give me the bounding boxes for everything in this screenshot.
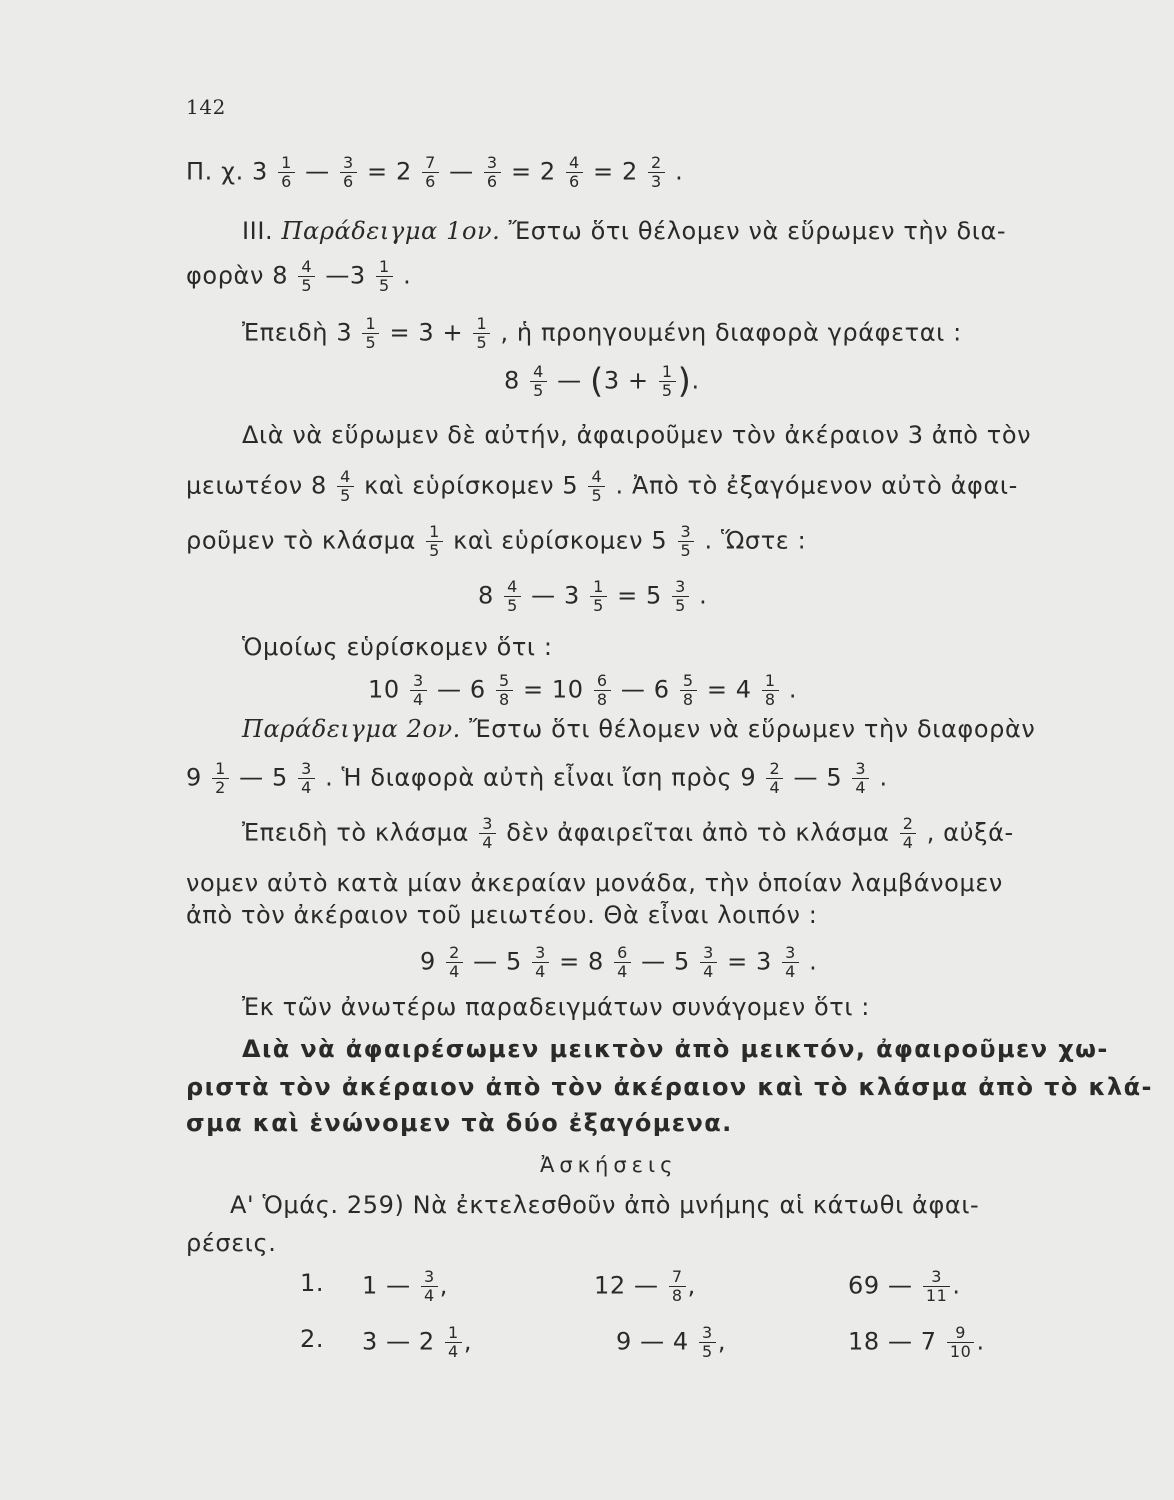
text: . <box>788 675 798 704</box>
fraction <box>700 944 717 981</box>
text: καὶ εὑρίσκομεν 5 <box>364 471 579 500</box>
numerator: 3 <box>703 943 714 962</box>
text: σμα καὶ ἑνώνομεν τὰ δύο ἐξαγόμενα. <box>186 1109 733 1137</box>
text: 9 — 4 <box>616 1327 689 1356</box>
fraction <box>446 944 463 981</box>
text: — 6 <box>437 675 486 704</box>
fraction <box>473 315 490 352</box>
fraction <box>530 363 547 400</box>
numerator: 6 <box>596 671 608 690</box>
numerator: 7 <box>425 153 436 172</box>
fraction <box>484 154 501 191</box>
exercise-item <box>362 1324 472 1361</box>
fraction <box>340 154 357 191</box>
section-number: III. <box>242 217 274 245</box>
text: νομεν αὐτὸ κατὰ μίαν ἀκεραίαν μονάδα, τὴν ὁποίαν λαμβάνομεν <box>186 869 1003 897</box>
exercise-item <box>848 1268 961 1305</box>
fraction <box>852 760 869 797</box>
denominator: 4 <box>445 1342 462 1361</box>
paragraph-line <box>242 632 553 662</box>
text: . <box>952 1271 961 1300</box>
text: . Ὥστε : <box>704 526 807 555</box>
fraction <box>699 1324 716 1361</box>
denominator: 6 <box>422 172 439 191</box>
fraction <box>376 258 393 295</box>
numerator: 9 <box>955 1323 967 1342</box>
paragraph-line <box>186 258 411 295</box>
exercise-item <box>616 1324 726 1361</box>
numerator: 1 <box>661 362 673 381</box>
fraction <box>648 154 665 191</box>
text: . <box>809 947 818 976</box>
fraction <box>590 578 607 615</box>
text: . Ἡ διαφορὰ αὐτὴ εἶναι ἴση πρὸς 9 <box>325 763 757 792</box>
numerator: 5 <box>498 671 510 690</box>
exercise-item <box>362 1268 448 1305</box>
paren-open: ( <box>589 361 604 402</box>
paragraph-line <box>186 760 888 797</box>
exercises-heading: Ἀσκήσεις <box>540 1153 678 1177</box>
text: φορὰν 8 <box>186 261 289 290</box>
text: Ἔστω ὅτι θέλομεν νὰ εὕρωμεν τὴν διαφορὰν <box>469 715 1036 743</box>
numerator: 1 <box>379 257 390 276</box>
equation-line <box>504 363 700 400</box>
text: ροῦμεν τὸ κλάσμα <box>186 526 416 555</box>
numerator: 4 <box>568 153 580 172</box>
numerator: 4 <box>340 467 351 486</box>
fraction <box>614 944 631 981</box>
fraction <box>923 1268 951 1305</box>
denominator: 6 <box>484 172 501 191</box>
numerator: 2 <box>449 943 460 962</box>
numerator: 3 <box>785 943 796 962</box>
numerator: 1 <box>429 522 440 541</box>
fraction <box>672 578 689 615</box>
text: = 2 <box>510 157 556 186</box>
text: — 5 <box>239 763 288 792</box>
denominator: 4 <box>410 690 427 709</box>
denominator: 10 <box>947 1342 975 1361</box>
exercise-item <box>594 1268 696 1305</box>
denominator: 5 <box>504 596 521 615</box>
paragraph-line <box>186 900 817 930</box>
numerator: 6 <box>617 943 628 962</box>
numerator: 4 <box>591 467 603 486</box>
text: — <box>557 366 582 395</box>
text: Ἐπειδὴ 3 <box>242 318 353 347</box>
denominator: 5 <box>659 381 676 400</box>
text: Διὰ νὰ ἀφαιρέσωμεν μεικτὸν ἀπὸ μεικτόν, ἀφαιροῦμεν χω- <box>242 1035 1109 1063</box>
denominator: 5 <box>672 596 689 615</box>
text: . <box>691 366 700 395</box>
fraction <box>900 815 917 852</box>
numerator: 3 <box>482 814 493 833</box>
numerator: 1 <box>593 577 604 596</box>
text: 10 <box>368 675 400 704</box>
fraction <box>337 468 354 505</box>
numerator: 3 <box>412 671 424 690</box>
numerator: 5 <box>682 671 694 690</box>
text: = 3 <box>727 947 772 976</box>
paragraph-line <box>230 1190 979 1220</box>
numerator: 4 <box>507 577 518 596</box>
numerator: 3 <box>343 153 354 172</box>
text: 12 — <box>594 1271 659 1300</box>
denominator: 4 <box>532 962 549 981</box>
fraction <box>594 672 611 709</box>
page-number: 142 <box>186 95 226 119</box>
text: Ἐπειδὴ τὸ κλάσμα <box>242 818 469 847</box>
denominator: 4 <box>421 1286 438 1305</box>
text: = 3 + <box>389 318 464 347</box>
paren-close: ) <box>677 361 692 402</box>
rule-line <box>242 1034 1109 1064</box>
fraction <box>479 815 496 852</box>
denominator: 5 <box>337 486 354 505</box>
example-heading: Παράδειγμα 1ον. <box>281 217 501 245</box>
numerator: 3 <box>675 577 686 596</box>
fraction <box>762 672 779 709</box>
numerator: 2 <box>769 759 781 778</box>
numerator: 3 <box>423 1267 435 1286</box>
fraction <box>588 468 605 505</box>
text: = 10 <box>522 675 584 704</box>
text: 1 — <box>362 1271 411 1300</box>
numerator: 1 <box>281 153 292 172</box>
numerator: 1 <box>365 314 377 333</box>
denominator: 8 <box>496 690 513 709</box>
text: — 5 <box>641 947 690 976</box>
numerator: 3 <box>680 522 692 541</box>
text: , αὐξά- <box>926 818 1014 847</box>
text: Ἔστω ὅτι θέλομεν νὰ εὕρωμεν τὴν δια- <box>508 217 1007 245</box>
text: 69 — <box>848 1271 913 1300</box>
rule-line <box>186 1108 733 1138</box>
exercise-number: 1. <box>300 1269 325 1297</box>
text: 9 <box>420 947 436 976</box>
fraction <box>566 154 583 191</box>
fraction <box>766 760 783 797</box>
text: — 3 <box>531 581 580 610</box>
denominator: 6 <box>278 172 295 191</box>
fraction <box>678 523 695 560</box>
numerator: 4 <box>301 257 313 276</box>
fraction <box>669 1268 686 1305</box>
denominator: 4 <box>766 778 783 797</box>
text: 259) Νὰ ἐκτελεσθοῦν ἀπὸ μνήμης αἱ κάτωθι ἀφαι- <box>346 1191 980 1219</box>
denominator: 11 <box>923 1286 951 1305</box>
text: μειωτέον 8 <box>186 471 327 500</box>
denominator: 5 <box>590 596 607 615</box>
fraction <box>504 578 521 615</box>
numerator: 1 <box>764 671 776 690</box>
paragraph-line <box>186 1228 276 1258</box>
denominator: 5 <box>699 1342 716 1361</box>
equation-line <box>420 944 817 981</box>
text: . <box>403 261 412 290</box>
example-line <box>186 154 683 191</box>
text: , ἡ προηγουμένη διαφορὰ γράφεται : <box>500 318 962 347</box>
text: Π. χ. 3 <box>186 157 268 186</box>
fraction <box>362 315 379 352</box>
text: = 4 <box>706 675 752 704</box>
numerator: 2 <box>902 814 914 833</box>
text: — 6 <box>620 675 670 704</box>
fraction <box>422 154 439 191</box>
paragraph-line <box>242 714 1035 744</box>
denominator: 8 <box>680 690 697 709</box>
text: = 8 <box>559 947 604 976</box>
text: 8 <box>504 366 520 395</box>
text: —3 <box>325 261 366 290</box>
text: Ἐκ τῶν ἀνωτέρω παραδειγμάτων συνάγομεν ὅτι : <box>242 993 870 1021</box>
paragraph-line <box>186 468 1018 505</box>
fraction <box>278 154 295 191</box>
numerator: 3 <box>931 1267 942 1286</box>
denominator: 4 <box>782 962 799 981</box>
equation-line <box>368 672 797 709</box>
numerator: 2 <box>651 153 662 172</box>
denominator: 2 <box>212 778 229 797</box>
text: Ὁμοίως εὑρίσκομεν ὅτι : <box>242 633 553 661</box>
text: 3 — 2 <box>362 1327 435 1356</box>
fraction <box>421 1268 438 1305</box>
fraction <box>445 1324 462 1361</box>
denominator: 6 <box>340 172 357 191</box>
fraction <box>782 944 799 981</box>
numerator: 7 <box>671 1267 683 1286</box>
text: 9 <box>186 763 202 792</box>
numerator: 4 <box>533 362 544 381</box>
fraction <box>426 523 443 560</box>
exercise-item <box>848 1324 985 1361</box>
text: = 2 <box>593 157 638 186</box>
paragraph-line <box>242 216 1006 246</box>
denominator: 5 <box>298 276 315 295</box>
denominator: 4 <box>852 778 869 797</box>
denominator: 4 <box>700 962 717 981</box>
denominator: 5 <box>473 333 490 352</box>
text: = 2 <box>367 157 412 186</box>
exercise-number: 2. <box>300 1325 325 1353</box>
denominator: 5 <box>530 381 547 400</box>
text: 3 + <box>603 366 649 395</box>
text: , <box>439 1271 448 1300</box>
paragraph-line <box>242 992 870 1022</box>
text: , <box>463 1327 473 1356</box>
numerator: 1 <box>476 314 488 333</box>
paragraph-line <box>242 815 1014 852</box>
denominator: 3 <box>648 172 665 191</box>
numerator: 1 <box>448 1323 459 1342</box>
paragraph-line <box>242 315 962 352</box>
denominator: 8 <box>762 690 779 709</box>
text: ριστὰ τὸν ἀκέραιον ἀπὸ τὸν ἀκέραιον καὶ τὸ κλάσμα ἀπὸ τὸ κλά- <box>186 1073 1153 1101</box>
denominator: 5 <box>678 541 695 560</box>
denominator: 6 <box>566 172 583 191</box>
text: — 5 <box>793 763 843 792</box>
numerator: 3 <box>535 943 546 962</box>
fraction <box>947 1324 975 1361</box>
paragraph-line <box>242 420 1031 450</box>
fraction <box>680 672 697 709</box>
text: — <box>305 157 330 186</box>
text: = 5 <box>617 581 662 610</box>
text: . Ἀπὸ τὸ ἐξαγόμενον αὐτὸ ἀφαι- <box>615 471 1018 500</box>
denominator: 4 <box>298 778 315 797</box>
denominator: 5 <box>426 541 443 560</box>
text: δὲν ἀφαιρεῖται ἀπὸ τὸ κλάσμα <box>506 818 890 847</box>
text: . <box>879 763 888 792</box>
fraction <box>298 760 315 797</box>
fraction <box>532 944 549 981</box>
fraction <box>659 363 676 400</box>
denominator: 8 <box>594 690 611 709</box>
text: Διὰ νὰ εὕρωμεν δὲ αὐτήν, ἀφαιροῦμεν τὸν ἀκέραιον 3 ἀπὸ τὸν <box>242 421 1032 449</box>
denominator: 4 <box>614 962 631 981</box>
text: , <box>687 1271 696 1300</box>
denominator: 5 <box>588 486 605 505</box>
text: 18 — 7 <box>848 1327 937 1356</box>
text: καὶ εὑρίσκομεν 5 <box>453 526 668 555</box>
numerator: 3 <box>486 153 498 172</box>
text: — <box>449 157 474 186</box>
fraction <box>298 258 315 295</box>
text: . <box>699 581 708 610</box>
equation-line <box>478 578 707 615</box>
text: ρέσεις. <box>186 1229 277 1257</box>
fraction <box>410 672 427 709</box>
text: . <box>976 1327 985 1356</box>
denominator: 4 <box>900 833 917 852</box>
example-heading: Παράδειγμα 2ον. <box>242 715 461 743</box>
denominator: 5 <box>376 276 393 295</box>
paragraph-line <box>186 868 1003 898</box>
text: 8 <box>478 581 494 610</box>
numerator: 3 <box>855 759 867 778</box>
group-label: Α' Ὁμάς. <box>230 1191 339 1219</box>
denominator: 8 <box>669 1286 686 1305</box>
numerator: 3 <box>301 759 312 778</box>
denominator: 5 <box>362 333 379 352</box>
rule-line <box>186 1072 1153 1102</box>
numerator: 3 <box>702 1323 713 1342</box>
text: — 5 <box>473 947 522 976</box>
denominator: 4 <box>446 962 463 981</box>
text: . <box>675 157 684 186</box>
denominator: 4 <box>479 833 496 852</box>
fraction <box>496 672 513 709</box>
paragraph-line <box>186 523 806 560</box>
fraction <box>212 760 229 797</box>
text: , <box>717 1327 727 1356</box>
text: ἀπὸ τὸν ἀκέραιον τοῦ μειωτέου. Θὰ εἶναι λοιπόν : <box>186 901 818 929</box>
numerator: 1 <box>215 759 226 778</box>
